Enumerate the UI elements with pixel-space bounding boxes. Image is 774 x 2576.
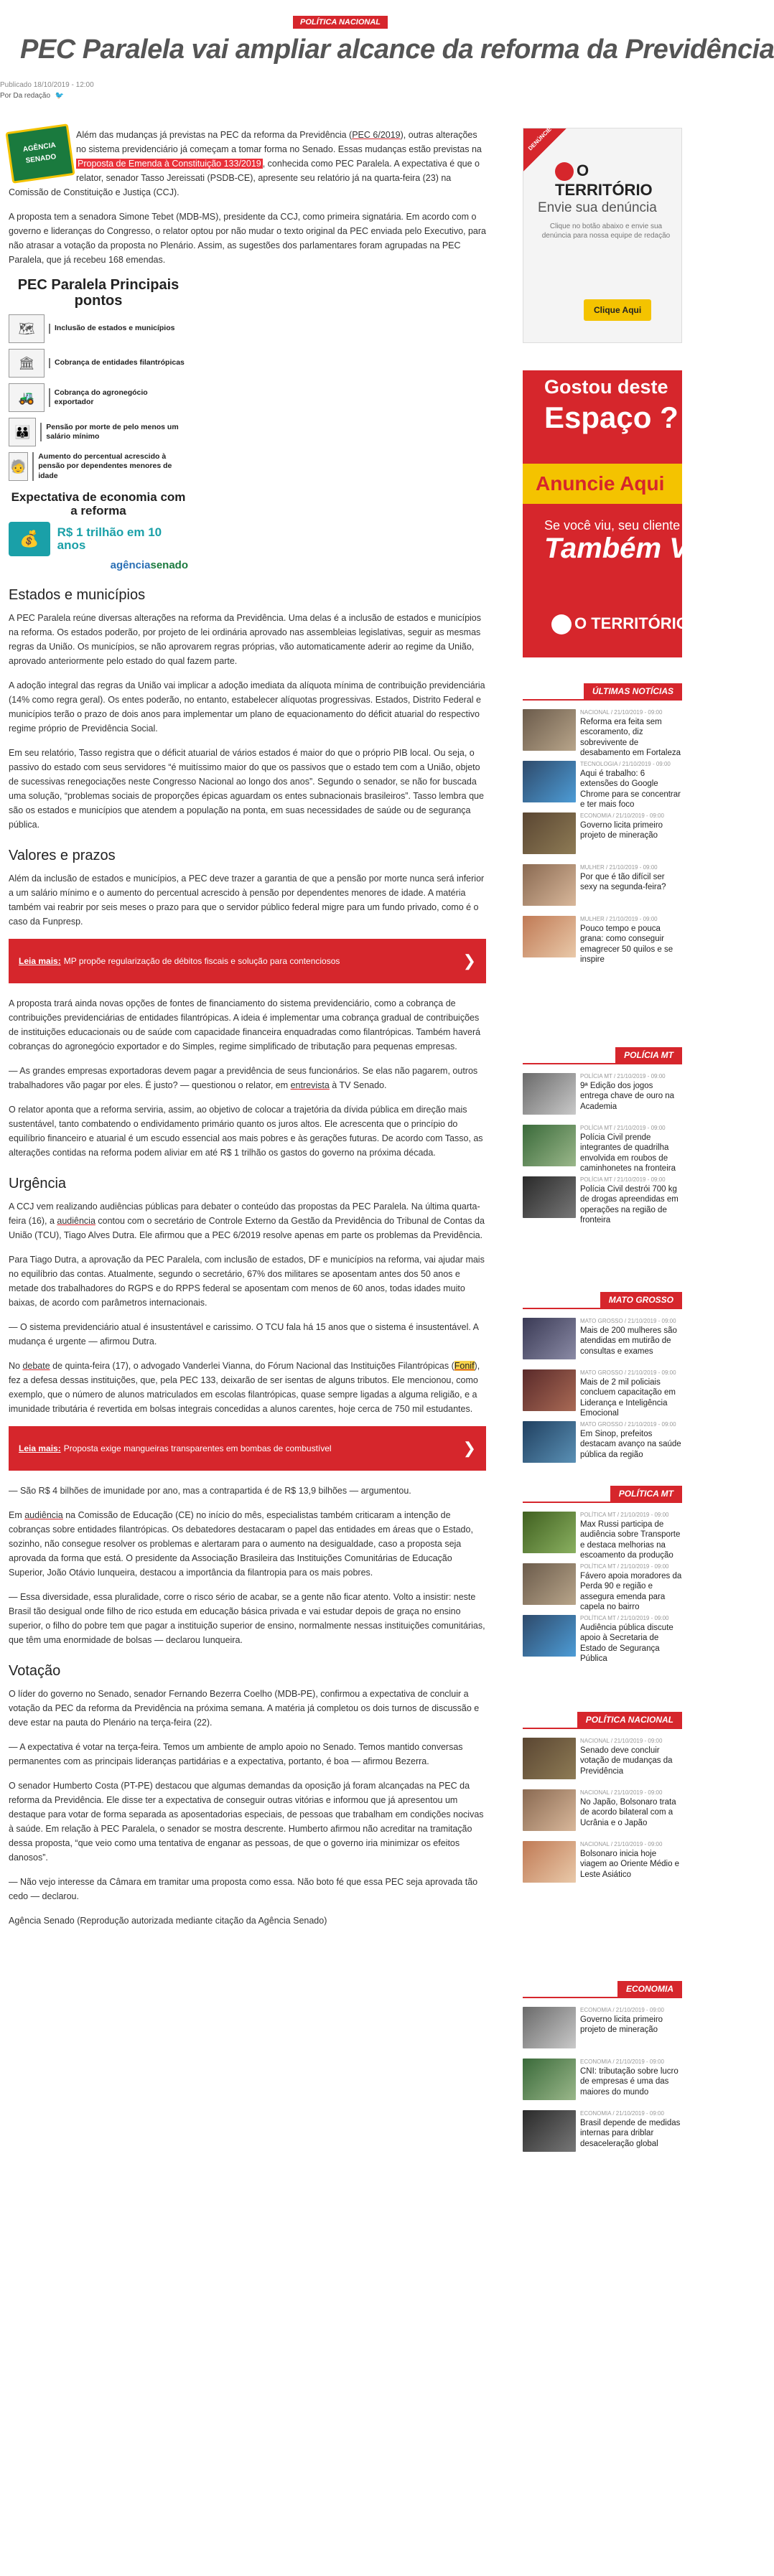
news-meta: POLÍTICA MT / 21/10/2019 - 09:00 [580, 1512, 669, 1518]
paragraph: A proposta tem a senadora Simone Tebet (MDB-MS), presidente da CCJ, como primeira signatária. Em acordo com o governo e lideranças do Congresso, o relator optou por não mudar o texto original da PEC enviada pelo Executivo, para não atrasar a votação da proposta no Plenário. Assim, as sugestões dos parlamentares foram agrupadas na PEC Paralela, que já recebeu 168 emendas. [9, 212, 486, 265]
text: ), outras alterações no sistema previdenciário já começam a tomar forma no Senado. Essas mudanças estão previstas na [76, 130, 482, 154]
news-title[interactable]: Fávero apoia moradores da Perda 90 e região e assegura emenda para capela no bairro [580, 1572, 682, 1612]
infographic-item [9, 452, 188, 481]
read-more-banner[interactable] [9, 939, 486, 983]
news-item[interactable] [523, 1841, 682, 1884]
news-thumbnail[interactable] [523, 1738, 576, 1779]
text: Em [9, 1510, 25, 1521]
news-meta: NACIONAL / 21/10/2019 - 09:00 [580, 709, 663, 716]
read-more-link[interactable]: Proposta exige mangueiras transparentes em bombas de combustível [63, 1443, 332, 1454]
economy-row [9, 522, 188, 556]
money-icon: 💰 [9, 522, 50, 556]
news-thumbnail[interactable] [523, 916, 576, 957]
news-title[interactable]: 9ª Edição dos jogos entrega chave de ouro na Academia [580, 1082, 675, 1111]
logo-text: O TERRITÓRIO [555, 161, 653, 200]
news-meta: ECONOMIA / 21/10/2019 - 09:00 [580, 2007, 664, 2013]
agencia-senado-logo: AGÊNCIA SENADO [5, 123, 75, 184]
news-thumbnail[interactable] [523, 2059, 576, 2100]
paragraph: — São R$ 4 bilhões de imunidade por ano, mas a contrapartida é de R$ 13,9 bilhões — argumentou. [9, 1486, 411, 1497]
denuncia-ad[interactable] [523, 128, 682, 343]
news-item[interactable] [523, 1318, 682, 1361]
news-section [523, 1712, 682, 1884]
ad-line: Anuncie Aqui [523, 464, 682, 504]
news-text [580, 1125, 682, 1174]
news-title[interactable]: Mais de 200 mulheres são atendidas em mutirão de consultas e exames [580, 1326, 677, 1356]
section-header [523, 1292, 682, 1309]
link-audiencia-ce[interactable]: audiência [24, 1510, 63, 1521]
article-title: PEC Paralela vai ampliar alcance da reforma da Previdência [20, 34, 774, 65]
news-title[interactable]: Mais de 2 mil policiais concluem capacitação em Liderança e Inteligência Emocional [580, 1378, 676, 1418]
section-title[interactable]: POLÍTICA MT [610, 1486, 682, 1502]
news-meta: POLÍCIA MT / 21/10/2019 - 09:00 [580, 1176, 666, 1183]
paragraph: O líder do governo no Senado, senador Fernando Bezerra Coelho (MDB-PE), confirmou a expectativa de concluir a votação da PEC da reforma da Previdência na próxima semana. A matéria já completou os dois turnos de discussão e deve estar na pauta do Plenário na terça-feira (22). [9, 1689, 480, 1728]
news-title[interactable]: Por que é tão difícil ser sexy na segunda-feira? [580, 873, 666, 892]
news-title[interactable]: Governo licita primeiro projeto de mineração [580, 2015, 663, 2035]
news-item[interactable] [523, 761, 682, 810]
chevron-right-icon[interactable]: ❯ [462, 1439, 476, 1458]
ad-line: Espaço ? [544, 401, 679, 434]
infographic [9, 277, 188, 571]
news-title[interactable]: Pouco tempo e pouca grana: como conseguir emagrecer 50 quilos e se inspire [580, 924, 673, 965]
news-item[interactable] [523, 1176, 682, 1225]
news-meta: NACIONAL / 21/10/2019 - 09:00 [580, 1789, 663, 1796]
news-title[interactable]: Governo licita primeiro projeto de mineração [580, 821, 663, 840]
news-section [523, 1981, 682, 2153]
family-icon: 👪 [9, 418, 36, 446]
paragraph [9, 1064, 486, 1092]
news-title[interactable]: Audiência pública discute apoio à Secretaria de Estado de Segurança Pública [580, 1624, 673, 1664]
infographic-item-text: Pensão por morte de pelo menos um salário mínimo [40, 423, 188, 441]
text: contou com o secretário de Controle Externo da Gestão da Previdência do Tribunal de Contas da União (TCU), Tiago Alves Dutra. Ele afirmou que a PEC 6/2019 resolve apenas em parte os problemas da Previdência. [9, 1216, 485, 1241]
byline-prefix: Por [0, 92, 11, 100]
news-text [580, 812, 682, 856]
news-item[interactable] [523, 1421, 682, 1464]
news-meta: POLÍCIA MT / 21/10/2019 - 09:00 [580, 1073, 666, 1079]
paragraph: A adoção integral das regras da União vai implicar a adoção imediata da alíquota mínima de contribuição previdenciária (14% como regra geral). Os entes poderão, no entanto, estabelecer alíquotas progressivas. Estados, Distrito Federal e municípios terão o prazo de dois anos para implementar um plano de equacionamento do déficit atuarial do respectivo regime próprio de Previdência Social. [9, 680, 485, 734]
section-title[interactable]: POLÍTICA NACIONAL [577, 1712, 682, 1728]
text: de quinta-feira (17), o advogado Vanderlei Vianna, do Fórum Nacional das Instituições Filantrópicas ( [50, 1361, 454, 1372]
news-section [523, 1292, 682, 1464]
text: — As grandes empresas exportadoras devem pagar a previdência de seus funcionários. Se elas não pagarem, outros trabalhadores vão pagar por eles. É justo? — questionou o relator, em [9, 1066, 478, 1091]
news-title[interactable]: No Japão, Bolsonaro trata de acordo bilateral com a Ucrânia e o Japão [580, 1798, 676, 1827]
news-title[interactable]: Polícia Civil destrói 700 kg de drogas apreendidas em operações na região de fronteira [580, 1185, 679, 1225]
section-header [523, 1486, 682, 1503]
ribbon-text: DENÚNCIE [526, 126, 553, 152]
section-header [523, 1981, 682, 1998]
text: à TV Senado. [329, 1080, 387, 1091]
news-thumbnail[interactable] [523, 761, 576, 802]
infographic-item-text: Cobrança do agronegócio exportador [49, 388, 188, 407]
read-more-text [19, 1443, 332, 1453]
news-item[interactable] [523, 1369, 682, 1418]
news-title[interactable]: Polícia Civil prende integrantes de quadrilha envolvida em roubos de caminhonetes na fronteira [580, 1133, 676, 1174]
news-text [580, 1563, 682, 1612]
link-pec-133-2019[interactable]: Proposta de Emenda à Constituição 133/2019 [78, 159, 261, 169]
ad-line: Gostou deste [544, 376, 668, 398]
publish-date: Publicado 18/10/2019 - 12:00 [0, 81, 94, 89]
article-body [9, 128, 486, 1938]
news-item[interactable] [523, 864, 682, 907]
news-thumbnail[interactable] [523, 1841, 576, 1883]
news-text [580, 1841, 682, 1884]
news-meta: MULHER / 21/10/2019 - 09:00 [580, 864, 658, 871]
infographic-title: PEC Paralela Principais pontos [17, 277, 179, 309]
paragraph: — A expectativa é votar na terça-feira. Temos um ambiente de amplo apoio no Senado. Temos mantido conversas permanentes com as principais lideranças partidárias e a expectativa, portanto, é boa — afirmou Bezerra. [9, 1742, 463, 1767]
section-header [523, 1047, 682, 1064]
section-heading: Votação [9, 1663, 61, 1680]
read-more-label: Leia mais: [19, 1443, 61, 1454]
logo-text: O TERRITÓRIO [574, 614, 689, 632]
news-meta: MULHER / 21/10/2019 - 09:00 [580, 916, 658, 922]
ad-line: Se você viu, seu cliente [544, 518, 681, 533]
news-thumbnail[interactable] [523, 709, 576, 751]
news-thumbnail[interactable] [523, 1369, 576, 1411]
news-meta: TECNOLOGIA / 21/10/2019 - 09:00 [580, 761, 671, 767]
paragraph: Além da inclusão de estados e municípios, a PEC deve trazer a garantia de que a pensão por morte nunca será inferior a um salário mínimo e o aumento do percentual acrescido à pensão por dependentes menores de idade. A matéria também vai reabrir por seis meses o prazo para que o servidor público federal migre para um fundo privado, como é o caso da Funpresp. [9, 874, 485, 927]
news-text [580, 916, 682, 965]
source-a: agência [110, 559, 151, 572]
news-item[interactable] [523, 1563, 682, 1612]
news-text [580, 1369, 682, 1418]
news-text [580, 761, 682, 810]
news-thumbnail[interactable] [523, 1073, 576, 1115]
byline [0, 92, 64, 100]
news-item[interactable] [523, 1738, 682, 1781]
twitter-icon[interactable]: 🐦 [55, 92, 65, 100]
paragraph: O relator aponta que a reforma serviria, assim, ao objetivo de colocar a trajetória da dívida pública em direção mais sustentável, tanto combatendo o endividamento primário quanto os juros altos. Ele acrescenta que o princípio do equilíbrio financeiro e atuarial é um escudo essencial aos mais pobres e às gerações futuras. De acordo com Tasso, as alterações contidas na reforma podem aliviar em até R$ 1 trilhão os gastos do governo na próxima década. [9, 1105, 483, 1158]
news-section [523, 683, 682, 965]
news-meta: ECONOMIA / 21/10/2019 - 09:00 [580, 812, 664, 819]
paragraph: A proposta trará ainda novas opções de fontes de financiamento do sistema previdenciário, como a cobrança de contribuições previdenciárias de entidades filantrópicas. A ideia é implementar uma cobrança gradual de contribuições de instituições educacionais ou de saúde com capacidade financeira enquadradas como filantrópicas. Também haverá cobranças do agronegócio exportador e do Simples, regime simplificado de tributação para pequenas empresas. [9, 998, 481, 1052]
section-header [523, 683, 682, 701]
news-title[interactable]: Em Sinop, prefeitos destacam avanço na saúde pública da região [580, 1430, 681, 1459]
news-section [523, 1047, 682, 1225]
news-meta: ECONOMIA / 21/10/2019 - 09:00 [580, 2110, 664, 2117]
text: na Comissão de Educação (CE) no início do mês, especialistas também criticaram a intenção de cobranças sobre entidades filantrópicas. Os debatedores destacaram o papel das entidades em áreas que o Estado, sozinho, não consegue resolver os problemas e alertaram para o aumento na desigualdade, caso a proposta seja aprovada da forma que está. O presidente da Associação Brasileira das Instituições Comunitárias de Educação Superior, João Otávio Iunqueira, destacou a importância da filantropia para os mais pobres. [9, 1510, 473, 1578]
section-title[interactable]: ECONOMIA [617, 1981, 682, 1997]
link-fonif[interactable]: Fonif [454, 1361, 475, 1372]
ad-line: Também Verá [544, 533, 731, 564]
paragraph: — O sistema previdenciário atual é insustentável e carissimo. O TCU fala há 15 anos que o sistema é insustentável. A mudança é urgente — afirmou Dutra. [9, 1322, 479, 1347]
news-title[interactable]: Aqui é trabalho: 6 extensões do Google Chrome para se concentrar e ter mais foco [580, 769, 681, 810]
news-thumbnail[interactable] [523, 1563, 576, 1605]
news-thumbnail[interactable] [523, 1789, 576, 1831]
elderly-icon: 🧓 [9, 452, 28, 481]
news-text [580, 2059, 682, 2102]
news-thumbnail[interactable] [523, 2007, 576, 2048]
denuncia-subtitle: Clique no botão abaixo e envie sua denúncia para nossa equipe de redação [541, 223, 671, 240]
section-title[interactable]: MATO GROSSO [600, 1292, 682, 1308]
infographic-item-text: Aumento do percentual acrescido à pensão por dependentes menores de idade [32, 452, 188, 480]
section-title[interactable]: POLÍCIA MT [615, 1047, 682, 1063]
news-thumbnail[interactable] [523, 1512, 576, 1553]
economy-title: Expectativa de economia com a reforma [11, 490, 186, 517]
author-link[interactable]: Da redação [13, 92, 51, 100]
denuncia-title: Envie sua denúncia [538, 200, 657, 215]
text: ), fez a defesa dessas instituições, que, pela PEC 133, deixarão de ser isentas de alguns tributos. Ele mencionou, como exemplo, que o número de alunos matriculados em escolas filantrópicas, quase sempre ligadas a alguma religião, e a imunidade tributária é revertida em bolsas integrais concedidas a alunos carentes, hoje cerca de 750 mil estudantes. [9, 1361, 480, 1415]
infographic-item [9, 418, 188, 446]
infographic-item-text: Cobrança de entidades filantrópicas [49, 358, 185, 367]
news-thumbnail[interactable] [523, 1318, 576, 1359]
article-footer: Agência Senado (Reprodução autorizada mediante citação da Agência Senado) [9, 1916, 327, 1926]
logo-circle-icon [551, 614, 572, 634]
news-text [580, 1421, 682, 1464]
link-entrevista[interactable]: entrevista [290, 1080, 330, 1091]
source-b: senado [150, 559, 188, 572]
news-meta: MATO GROSSO / 21/10/2019 - 09:00 [580, 1369, 676, 1376]
anuncie-ad[interactable] [523, 370, 731, 657]
news-text [580, 1073, 682, 1116]
paragraph: — Não vejo interesse da Câmara em tramitar uma proposta como essa. Não boto fé que essa PEC seja aprovada tão cedo — declarou. [9, 1877, 478, 1902]
section-title[interactable]: ÚLTIMAS NOTÍCIAS [584, 683, 682, 699]
news-text [580, 1176, 682, 1225]
link-debate[interactable]: debate [22, 1361, 50, 1372]
section-header [523, 1712, 682, 1729]
logo-circle-icon [555, 162, 574, 181]
news-thumbnail[interactable] [523, 1421, 576, 1463]
read-more-label: Leia mais: [19, 956, 61, 967]
news-title[interactable]: Senado deve concluir votação de mudanças da Previdência [580, 1746, 673, 1776]
read-more-text [19, 956, 340, 966]
news-item[interactable] [523, 2110, 682, 2153]
news-title[interactable]: Brasil depende de medidas internas para driblar desaceleração global [580, 2119, 681, 2148]
news-meta: NACIONAL / 21/10/2019 - 09:00 [580, 1738, 663, 1744]
news-item[interactable] [523, 1073, 682, 1116]
infographic-source [9, 559, 188, 571]
news-title[interactable]: Bolsonaro inicia hoje viagem ao Oriente Médio e Leste Asiático [580, 1850, 680, 1879]
news-text [580, 1318, 682, 1361]
infographic-item-text: Inclusão de estados e municípios [49, 324, 174, 333]
map-icon: 🗺 [9, 314, 45, 343]
news-title[interactable]: Reforma era feita sem escoramento, diz sobrevivente de desabamento em Fortaleza [580, 718, 681, 758]
news-thumbnail[interactable] [523, 864, 576, 906]
news-item[interactable] [523, 2007, 682, 2050]
paragraph: Para Tiago Dutra, a aprovação da PEC Paralela, com inclusão de estados, DF e municípios na reforma, vai ajudar mais no equilíbrio das contas. Atualmente, segundo o secretário, 67% dos militares se aposentam antes dos 50 anos e metade dos trabalhadores do RGPS e do RPPS federal se aposentam com menos de 60 anos, todas idades muito baixas, de acordo com parâmetros internacionais. [9, 1255, 485, 1308]
infographic-item [9, 349, 188, 378]
news-text [580, 1512, 682, 1560]
clique-aqui-button[interactable]: Clique Aqui [584, 299, 651, 321]
news-item[interactable] [523, 2059, 682, 2102]
paragraph [9, 1359, 486, 1416]
paragraph: O senador Humberto Costa (PT-PE) destacou que algumas demandas da oposição já foram alcançadas na PEC da reforma da Previdência. Ele disse ter a expectativa de conseguir outras vitórias e informou que já apresentou um destaque para votar de forma separada as aposentadorias especiais, de pessoas que trabalham em condições nocivas à saúde. Em relação à PEC Paralela, o senador se mostra descrente. Humberto afirmou não acreditar na tramitação dessa proposta, “que veio como uma tentativa de enganar as pessoas, de que o governo iria minimizar os efeitos danosos”. [9, 1781, 484, 1863]
section-heading: Urgência [9, 1176, 67, 1192]
paragraph: — Essa diversidade, essa pluralidade, corre o risco sério de acabar, se a gente não ficar atento. Volto a insistir: neste Brasil tão desigual onde filho de rico estuda em educação básica privada e vai estudar depois de graça no ensino superior, o filho do pobre tem que pagar a instituição superior de ensino, normalmente nessas instituições comunitárias, que têm uma enormidade de bolsas — declarou Iunqueira. [9, 1592, 485, 1646]
read-more-link[interactable]: MP propõe regularização de débitos fiscais e solução para contenciosos [63, 956, 340, 967]
infographic-item [9, 314, 188, 343]
paragraph [9, 1199, 486, 1242]
news-thumbnail[interactable] [523, 1176, 576, 1218]
paragraph-intro [9, 128, 486, 200]
news-thumbnail[interactable] [523, 812, 576, 854]
news-thumbnail[interactable] [523, 2110, 576, 2152]
news-item[interactable] [523, 812, 682, 856]
o-territorio-logo [551, 614, 689, 634]
economy-value: R$ 1 trilhão em 10 anos [57, 525, 162, 553]
news-text [580, 1615, 682, 1664]
news-text [580, 1789, 682, 1832]
text: A CCJ vem realizando audiências públicas para debater o conteúdo das propostas da PEC Paralela. Na última quarta-feira (16), a [9, 1202, 480, 1227]
building-icon: 🏛 [9, 349, 45, 378]
section-heading: Estados e municípios [9, 587, 146, 604]
category-badge[interactable]: POLÍTICA NACIONAL [293, 16, 388, 29]
o-territorio-logo [555, 161, 681, 200]
news-meta: POLÍTICA MT / 21/10/2019 - 09:00 [580, 1615, 669, 1621]
news-item[interactable] [523, 1615, 682, 1664]
news-meta: POLÍCIA MT / 21/10/2019 - 09:00 [580, 1125, 666, 1131]
section-heading: Valores e prazos [9, 848, 116, 864]
link-audiencia[interactable]: audiência [57, 1216, 95, 1227]
infographic-item [9, 383, 188, 412]
news-text [580, 2007, 682, 2050]
paragraph: A PEC Paralela reúne diversas alterações na reforma da Previdência. Uma delas é a inclusão de estados e municípios na reforma. Os estados poderão, por projeto de lei ordinária aprovado nas assembleias legislativas, seguir as mesmas regras da União. Os municípios, se não aprovarem regras próprias, vão automaticamente aderir ao regime da União, aprovado anteriormente pelo estado do qual fazem parte. [9, 613, 481, 667]
news-item[interactable] [523, 1512, 682, 1560]
news-meta: NACIONAL / 21/10/2019 - 09:00 [580, 1841, 663, 1847]
tractor-icon: 🚜 [9, 383, 45, 412]
chevron-right-icon[interactable]: ❯ [462, 952, 476, 970]
news-meta: POLÍTICA MT / 21/10/2019 - 09:00 [580, 1563, 669, 1570]
news-text [580, 709, 682, 758]
news-meta: ECONOMIA / 21/10/2019 - 09:00 [580, 2059, 664, 2065]
read-more-banner[interactable] [9, 1426, 486, 1471]
news-thumbnail[interactable] [523, 1125, 576, 1166]
news-section [523, 1486, 682, 1664]
news-item[interactable] [523, 709, 682, 758]
news-item[interactable] [523, 916, 682, 965]
news-title[interactable]: CNI: tributação sobre lucro de empresas é uma das maiores do mundo [580, 2067, 679, 2097]
news-item[interactable] [523, 1789, 682, 1832]
news-text [580, 2110, 682, 2153]
news-text [580, 864, 682, 907]
paragraph [9, 1508, 486, 1580]
link-pec-6-2019[interactable]: PEC 6/2019 [352, 130, 401, 140]
news-thumbnail[interactable] [523, 1615, 576, 1657]
paragraph: Em seu relatório, Tasso registra que o déficit atuarial de vários estados é maior do que o próprio PIB local. Ou seja, o passivo do estado com seus servidores “é muitíssimo maior do que os passivos que o estado tem com a União, objeto de sucessivas renegociações neste Congresso Nacional ao longo dos anos”. Segundo o senador, se não for buscada uma solução, “problemas sociais de proporções épicas aguardam os entes subnacionais brasileiros”. Tasso lembra que são os estados e municípios que atendem a população na ponta, em suas necessidades de saúde ou de segurança pública. [9, 748, 484, 830]
text: , conhecida como PEC Paralela. A expectativa é que o relator, senador Tasso Jereissati (PSDB-CE), apresente seu relatório já na quarta-feira (23) na Comissão de Constituição e Justiça (CCJ). [9, 159, 480, 197]
news-meta: MATO GROSSO / 21/10/2019 - 09:00 [580, 1421, 676, 1428]
news-item[interactable] [523, 1125, 682, 1174]
news-title[interactable]: Max Russi participa de audiência sobre Transporte e destaca melhorias na escoamento da produção [580, 1520, 681, 1560]
text: No [9, 1361, 23, 1372]
news-text [580, 1738, 682, 1781]
news-meta: MATO GROSSO / 21/10/2019 - 09:00 [580, 1318, 676, 1324]
text: Além das mudanças já previstas na PEC da reforma da Previdência ( [76, 130, 353, 140]
